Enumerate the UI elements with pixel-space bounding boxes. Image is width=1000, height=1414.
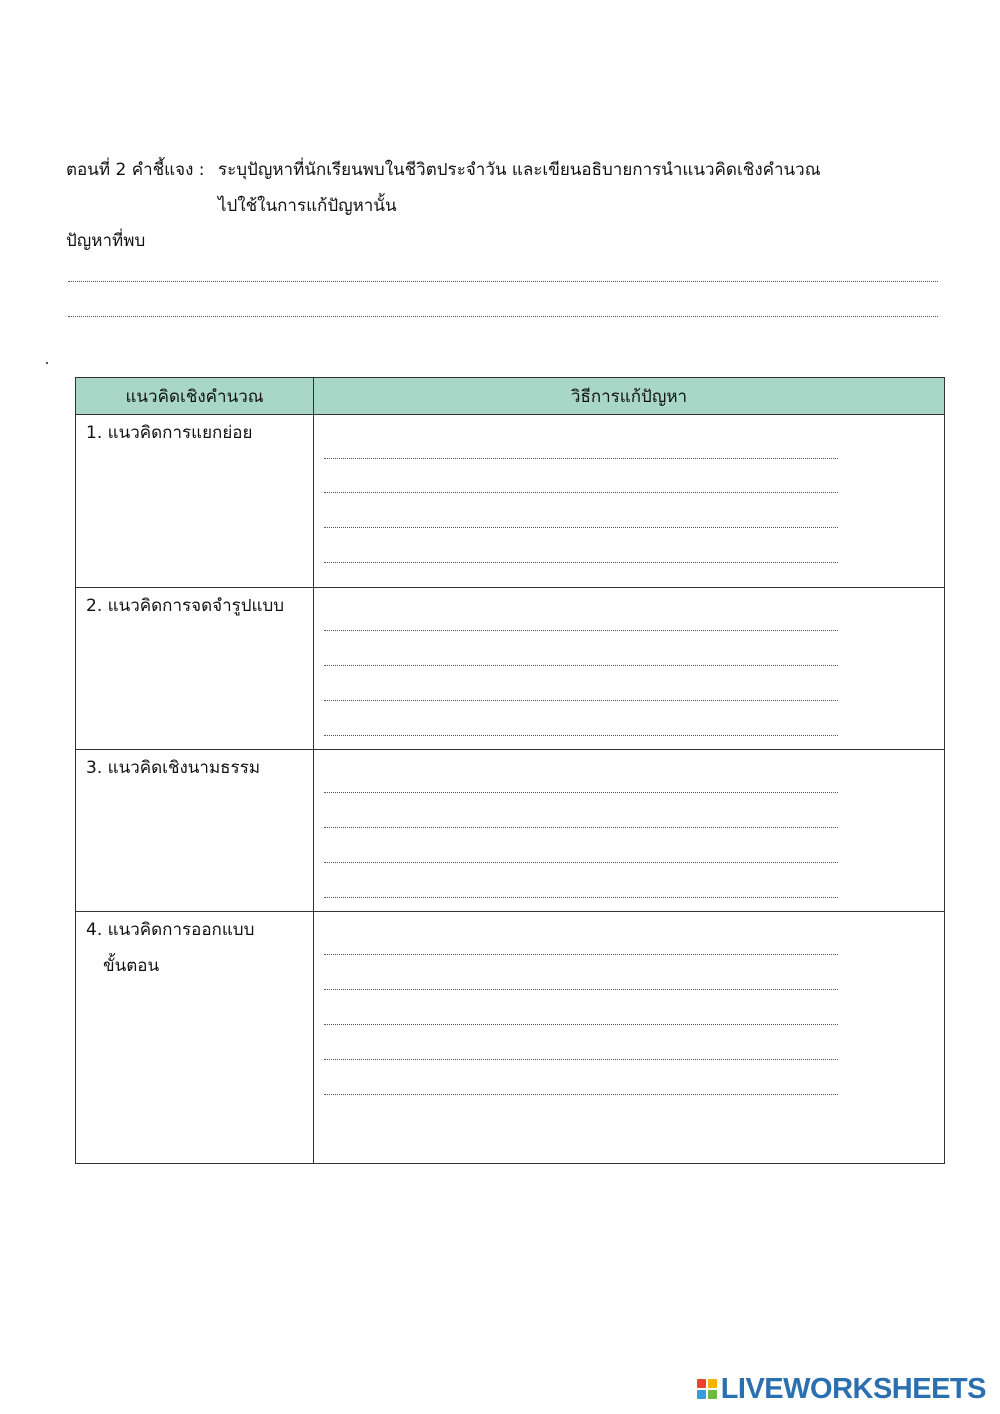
answer-line[interactable] <box>324 897 838 898</box>
answer-line[interactable] <box>324 989 838 990</box>
answer-line[interactable] <box>324 735 838 736</box>
answer-line[interactable] <box>324 458 838 459</box>
instruction-line-2: ไปใช้ในการแก้ปัญหานั้น <box>218 196 397 216</box>
liveworksheets-logo <box>697 1374 986 1404</box>
row-label-algorithm-design-cont: ขั้นตอน <box>103 956 160 976</box>
answer-line[interactable] <box>324 862 838 863</box>
answer-line[interactable] <box>324 630 838 631</box>
problem-answer-line[interactable] <box>68 281 938 282</box>
brand-text: LIVEWORKSHEETS <box>720 1372 986 1405</box>
answer-line[interactable] <box>324 792 838 793</box>
answer-line[interactable] <box>324 527 838 528</box>
instruction-line-1: ระบุปัญหาที่นักเรียนพบในชีวิตประจำวัน และเขียนอธิบายการนำแนวคิดเชิงคำนวณ <box>218 160 821 180</box>
computational-thinking-table <box>75 377 945 1164</box>
live-grid-icon <box>697 1379 717 1399</box>
table-header-solution: วิธีการแก้ปัญหา <box>314 378 944 414</box>
problem-label: ปัญหาที่พบ <box>66 231 146 251</box>
answer-line[interactable] <box>324 1024 838 1025</box>
answer-line[interactable] <box>324 1094 838 1095</box>
answer-line[interactable] <box>324 1059 838 1060</box>
row-label-algorithm-design: 4. แนวคิดการออกแบบ <box>86 920 255 940</box>
column-divider <box>313 378 314 1163</box>
row-label-decomposition: 1. แนวคิดการแยกย่อย <box>86 423 253 443</box>
problem-answer-line[interactable] <box>68 316 938 317</box>
answer-line[interactable] <box>324 827 838 828</box>
row-label-abstraction: 3. แนวคิดเชิงนามธรรม <box>86 758 261 778</box>
answer-line[interactable] <box>324 954 838 955</box>
answer-line[interactable] <box>324 665 838 666</box>
stray-dot <box>46 362 48 364</box>
answer-line[interactable] <box>324 492 838 493</box>
answer-line[interactable] <box>324 562 838 563</box>
table-header-concept: แนวคิดเชิงคำนวณ <box>76 378 313 414</box>
part-label: ตอนที่ 2 คำชี้แจง : <box>66 160 205 180</box>
row-label-pattern-recognition: 2. แนวคิดการจดจำรูปแบบ <box>86 596 285 616</box>
answer-line[interactable] <box>324 700 838 701</box>
